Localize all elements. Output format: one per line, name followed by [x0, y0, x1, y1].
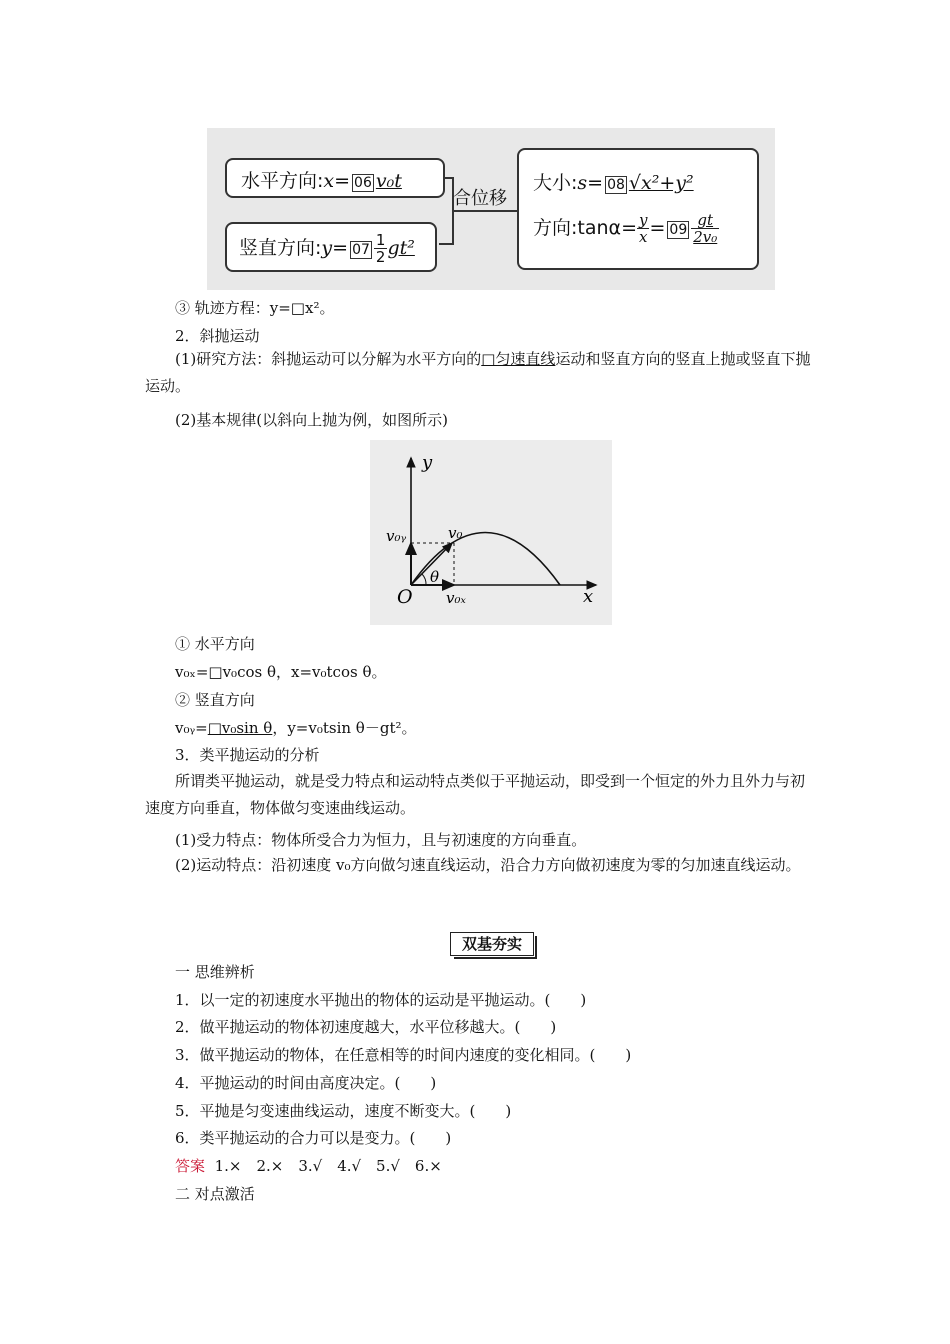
yx-den: x — [639, 228, 648, 246]
origin-label: O — [397, 586, 413, 608]
vertical-label: 竖直方向: — [239, 237, 322, 259]
horizontal-dir: ① 水平方向 — [175, 635, 255, 653]
horizontal-eq-line: v₀ₓ=□v₀cos θ，x=v₀tcos θ。 — [175, 663, 387, 681]
s2p1-underlined: □匀速直线 — [481, 350, 556, 368]
section2-p2: (2)基本规律(以斜向上抛为例，如图所示) — [175, 411, 448, 429]
section2-title: 2．斜抛运动 — [175, 327, 260, 345]
theta-label: θ — [430, 568, 440, 586]
question-3: 3．做平抛运动的物体，在任意相等的时间内速度的变化相同。( ) — [175, 1046, 632, 1064]
num-08: 08 — [607, 177, 625, 193]
section3-title: 3．类平抛运动的分析 — [175, 746, 320, 764]
answer-line — [175, 1156, 442, 1176]
x-label: x — [583, 586, 594, 607]
v0-label: v₀ — [448, 524, 463, 542]
magnitude-expr: √x²+y² — [628, 172, 694, 194]
direction-label: 方向: — [533, 217, 578, 239]
num-07: 07 — [352, 242, 370, 258]
section-title-box: 双基夯实 — [450, 932, 534, 956]
question-4: 4．平抛运动的时间由高度决定。( ) — [175, 1074, 437, 1092]
horizontal-eq: x= — [323, 170, 351, 192]
veq-underlined: □v₀sin θ — [207, 719, 273, 737]
yx-fraction — [637, 212, 649, 245]
vertical-eq-line — [175, 718, 416, 738]
gt-den: 2v₀ — [693, 228, 718, 246]
magnitude-label: 大小: — [533, 172, 578, 194]
trajectory-line: ③ 轨迹方程：y=□x²。 — [175, 299, 335, 317]
direction-eq: tanα= — [577, 217, 637, 239]
s2p1-b: 运动和竖直方向的竖直上抛或竖直下抛运动。 — [145, 350, 811, 395]
theta-arc — [422, 574, 426, 585]
horizontal-expr: v₀t — [375, 170, 402, 192]
vertical-eq: y= — [321, 237, 349, 259]
answer-text: 1.× 2.× 3.√ 4.√ 5.√ 6.× — [214, 1157, 442, 1175]
half-den: 2 — [375, 248, 386, 266]
direction-equals: = — [649, 217, 666, 239]
projectile-graph — [370, 440, 612, 625]
part1-heading: 一 思维辨析 — [175, 963, 255, 981]
v0y-label: v₀ᵧ — [386, 527, 407, 545]
question-2: 2．做平抛运动的物体初速度越大，水平位移越大。( ) — [175, 1018, 557, 1036]
num-06: 06 — [354, 175, 372, 191]
veq-b: ，y=v₀tsin θ－gt²。 — [272, 719, 417, 737]
yx-num: y — [639, 211, 648, 229]
answer-label: 答案 — [175, 1157, 206, 1175]
num-09: 09 — [669, 222, 688, 238]
section3-motion: (2)运动特点：沿初速度 v₀方向做匀速直线运动，沿合力方向做初速度为零的匀加速直线运动。 — [175, 856, 801, 874]
question-6: 6．类平抛运动的合力可以是变力。( ) — [175, 1129, 452, 1147]
magnitude-eq: s= — [577, 172, 604, 194]
question-5: 5．平抛是匀变速曲线运动，速度不断变大。( ) — [175, 1102, 512, 1120]
part2-heading: 二 对点激活 — [175, 1185, 255, 1203]
question-1: 1．以一定的初速度水平抛出的物体的运动是平抛运动。( ) — [175, 991, 587, 1009]
vertical-dir: ② 竖直方向 — [175, 691, 255, 709]
result-box — [517, 148, 759, 270]
section3-paragraph: 所谓类平抛运动，就是受力特点和运动特点类似于平抛运动，即受到一个恒定的外力且外力与初速度方向垂直，物体做匀变速曲线运动。 — [145, 772, 806, 817]
v0x-label: v₀ₓ — [446, 589, 466, 607]
gt-num: gt — [691, 212, 719, 229]
gt-fraction — [691, 212, 719, 245]
vertical-expr: gt² — [387, 237, 415, 259]
s2p1-a: (1)研究方法：斜抛运动可以分解为水平方向的 — [175, 350, 482, 368]
projectile-figure — [370, 440, 612, 625]
veq-a: v₀ᵧ= — [175, 719, 208, 737]
horizontal-label: 水平方向: — [241, 170, 324, 192]
decomposition-diagram — [207, 128, 775, 290]
combine-label: 合位移 — [453, 188, 507, 209]
section2-p1 — [145, 346, 815, 400]
half-num: 1 — [375, 231, 386, 249]
section3-force: (1)受力特点：物体所受合力为恒力，且与初速度的方向垂直。 — [175, 831, 587, 849]
y-label: y — [422, 452, 433, 473]
